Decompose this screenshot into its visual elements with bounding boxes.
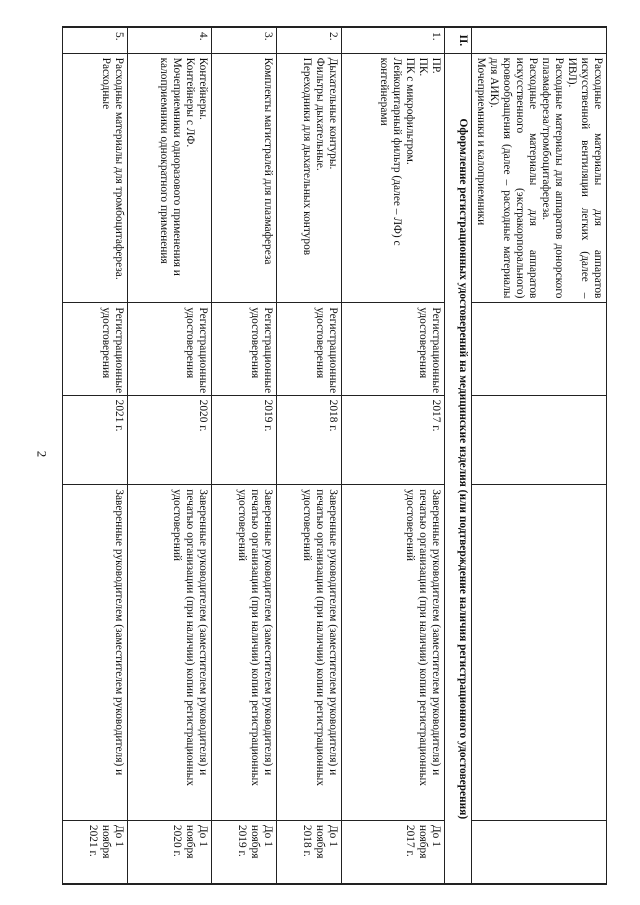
table-row — [472, 28, 607, 885]
list-item: ПР. — [430, 57, 443, 74]
list-item: Контейнеры. — [197, 57, 210, 120]
row-year: 2018 г. — [277, 395, 342, 485]
list-item: Расходные материалы для тромбоцитафереза. Расходные — [100, 57, 126, 280]
row-year: 2021 г. — [63, 395, 128, 485]
cell-deadline — [472, 820, 607, 884]
row-deadline: До 1 ноября 2020 г. — [128, 820, 212, 884]
row-deadline: До 1 ноября 2021 г. — [63, 820, 128, 884]
row-items — [212, 53, 277, 303]
page-number: 2 — [34, 450, 50, 458]
row-number: 3. — [212, 28, 277, 54]
list-item: Расходные материалы для аппаратов искусственного (экстракорпорального) кровообращения (далее – расходные материалы для АИК). — [488, 57, 539, 299]
row-req: Заверенные руководителем (заместителем руководителя) и печатью организации (при наличии) копии регистрационных удостоверений — [128, 485, 212, 821]
list-item: Лейкоцитарный фильтр (далее – ЛФ) с контейнерами — [378, 57, 404, 246]
list-item: Фильтры дыхательные. — [314, 57, 327, 171]
cell-items — [472, 53, 607, 303]
row-items — [63, 53, 128, 303]
cell-doc — [472, 303, 607, 395]
cell-req — [472, 485, 607, 821]
table-row — [63, 28, 128, 885]
row-number: 2. — [277, 28, 342, 54]
list-item: Комплекты магистралей для плазмафереза — [262, 57, 275, 265]
row-items — [277, 53, 342, 303]
document-table — [62, 26, 607, 884]
row-doc: Регистрационные удостоверения — [128, 303, 212, 395]
list-item: Мочеприемники и калоприемники — [475, 57, 487, 226]
table-row — [342, 28, 445, 885]
row-items — [128, 53, 212, 303]
row-doc: Регистрационные удостоверения — [277, 303, 342, 395]
section-title: Оформление регистрационных удостоверений на медицинские изделия (или подтверждение наличия регистрационного удостоверения) — [445, 53, 472, 884]
row-year: 2020 г. — [128, 395, 212, 485]
row-items — [342, 53, 445, 303]
row-deadline: До 1 ноября 2017 г. — [342, 820, 445, 884]
list-item: Расходные материалы для аппаратов искусственной вентиляции легких (далее – ИВЛ). — [566, 57, 604, 299]
row-number: 4. — [128, 28, 212, 54]
row-deadline: До 1 ноября 2019 г. — [212, 820, 277, 884]
list-item: Мочеприемники одноразового применения и калоприемники однократного применения — [158, 57, 184, 276]
row-year: 2019 г. — [212, 395, 277, 485]
list-item: Контейнеры с ЛФ. — [184, 57, 197, 148]
list-item: Переходники для дыхательных контуров — [301, 57, 314, 256]
list-item: ПК с микрофильтром. — [404, 57, 417, 165]
row-deadline: До 1 ноября 2018 г. — [277, 820, 342, 884]
list-item: ПК. — [417, 57, 430, 77]
list-item: Расходные материалы для аппаратов донорского плазмафереза/тромбоцитафереза. — [540, 57, 565, 299]
row-doc: Регистрационные удостоверения — [212, 303, 277, 395]
list-item: Дыхательные контуры. — [327, 57, 340, 170]
row-doc: Регистрационные удостоверения — [63, 303, 128, 395]
row-req: Заверенные руководителем (заместителем руководителя) и печатью организации (при наличии) копии регистрационных удостоверений — [212, 485, 277, 821]
row-year: 2017 г. — [342, 395, 445, 485]
cell-num — [472, 28, 607, 54]
row-req: Заверенные руководителем (заместителем руководителя) и — [63, 485, 128, 821]
section-number: II. — [445, 28, 472, 54]
table-row — [128, 28, 212, 885]
section-row — [445, 28, 472, 885]
row-req: Заверенные руководителем (заместителем руководителя) и печатью организации (при наличии) копии регистрационных удостоверений — [342, 485, 445, 821]
table-row — [212, 28, 277, 885]
cell-year — [472, 395, 607, 485]
row-number: 5. — [63, 28, 128, 54]
row-number: 1. — [342, 28, 445, 54]
row-doc: Регистрационные удостоверения — [342, 303, 445, 395]
row-req: Заверенные руководителем (заместителем руководителя) и печатью организации (при наличии) копии регистрационных удостоверений — [277, 485, 342, 821]
table-row — [277, 28, 342, 885]
